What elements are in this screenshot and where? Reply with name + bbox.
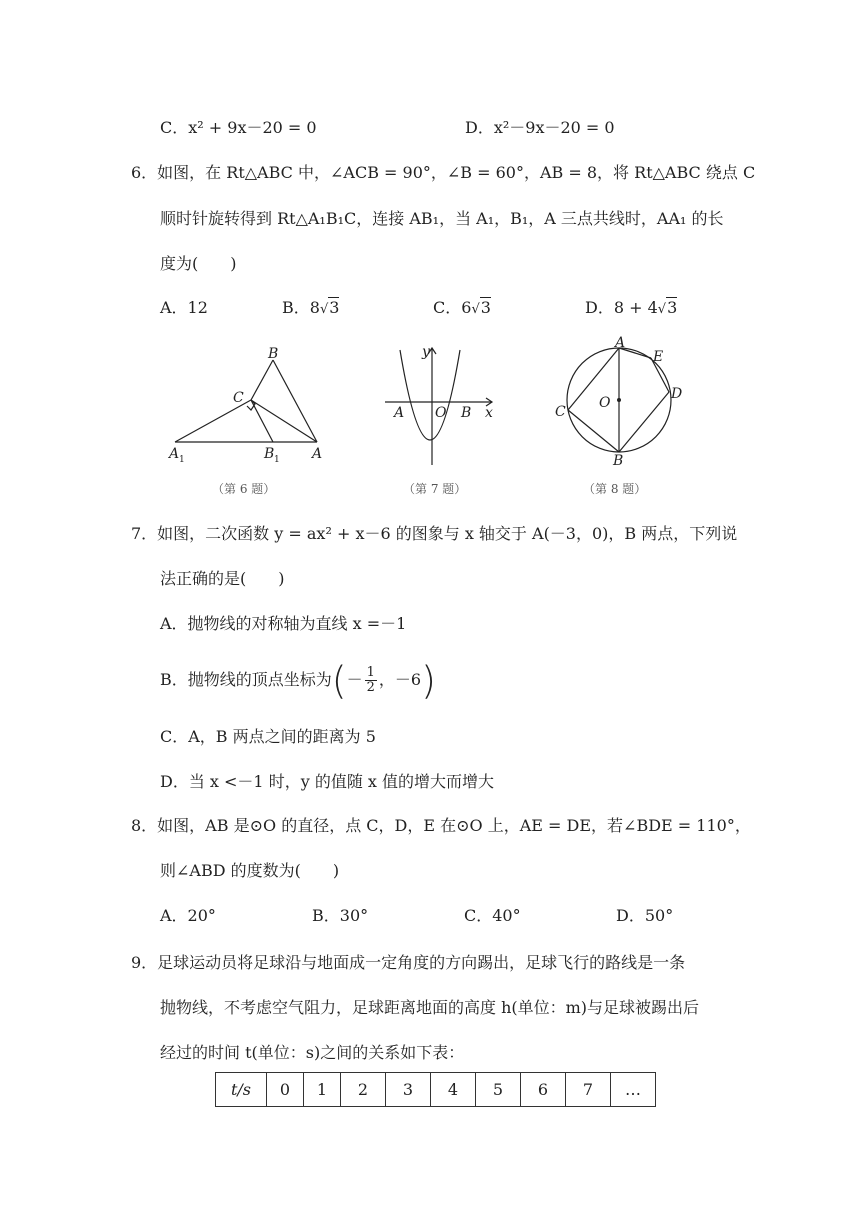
table-cell: 2 xyxy=(341,1073,386,1107)
q6-figure xyxy=(165,340,335,470)
fig6-label-b1: B xyxy=(264,446,275,462)
fig8-label-d: D xyxy=(671,386,683,402)
fig8-label-e: E xyxy=(653,349,664,365)
q6-option-d: D．8 + 4√3 xyxy=(585,298,678,317)
q7-stem-line2: 法正确的是( ) xyxy=(160,569,285,588)
q7-option-b: B．抛物线的顶点坐标为(－ $\frac{1}{2}$ ，－6) xyxy=(160,658,436,703)
q8-figure xyxy=(550,335,690,470)
q9-stem-line3: 经过的时间 t(单位：s)之间的关系如下表： xyxy=(160,1043,465,1062)
fig6-label-b1-sub: 1 xyxy=(274,455,280,465)
q9-stem-line2: 抛物线，不考虑空气阻力，足球距离地面的高度 h(单位：m)与足球被踢出后 xyxy=(160,998,700,1017)
fig8-label-a: A xyxy=(615,335,626,351)
table-cell: 7 xyxy=(566,1073,611,1107)
fig8-label-c: C xyxy=(555,404,566,420)
table-cell: 0 xyxy=(267,1073,304,1107)
q8-stem-line1: 8．如图，AB 是⊙O 的直径，点 C，D，E 在⊙O 上，AE = DE，若∠BDE = 110°， xyxy=(131,816,751,835)
q7-stem-line1: 7．如图，二次函数 y = ax² + x－6 的图象与 x 轴交于 A(－3，0)，B 两点，下列说 xyxy=(131,524,738,543)
fig7-label-o: O xyxy=(435,405,447,421)
table-cell: 1 xyxy=(304,1073,341,1107)
q8-option-a: A．20° xyxy=(160,906,216,925)
table-cell: 5 xyxy=(476,1073,521,1107)
q8-option-d: D．50° xyxy=(616,906,674,925)
q6-option-b: B．8√3 xyxy=(282,298,340,317)
fig7-label-x: x xyxy=(485,405,493,421)
q5-option-c: C．x² + 9x－20 = 0 xyxy=(160,118,317,137)
q7-option-d: D．当 x <－1 时，y 的值随 x 值的增大而增大 xyxy=(160,772,495,791)
q9-table xyxy=(215,1072,656,1107)
q6-option-c: C．6√3 xyxy=(433,298,491,317)
fig8-label-b: B xyxy=(613,453,624,469)
fig6-label-a: A xyxy=(312,446,323,462)
q6-stem-line1: 6．如图，在 Rt△ABC 中，∠ACB = 90°，∠B = 60°，AB = 8，将 Rt△ABC 绕点 C xyxy=(131,163,756,182)
fig7-label-a: A xyxy=(394,405,405,421)
table-row xyxy=(216,1073,656,1107)
fig6-label-c: C xyxy=(233,390,244,406)
table-cell: 4 xyxy=(431,1073,476,1107)
fig6-label-b: B xyxy=(268,346,279,362)
fig7-label-b: B xyxy=(461,405,472,421)
q6-option-a: A．12 xyxy=(160,298,208,317)
q7-figure-caption: （第 7 题） xyxy=(403,482,467,496)
q9-stem-line1: 9．足球运动员将足球沿与地面成一定角度的方向踢出，足球飞行的路线是一条 xyxy=(131,953,686,972)
q8-figure-caption: （第 8 题） xyxy=(583,482,647,496)
fig7-label-y: y xyxy=(422,344,430,360)
q8-option-b: B．30° xyxy=(312,906,369,925)
q8-option-c: C．40° xyxy=(464,906,521,925)
q6-figure-caption: （第 6 题） xyxy=(212,482,276,496)
q6-stem-line2: 顺时针旋转得到 Rt△A₁B₁C，连接 AB₁，当 A₁，B₁，A 三点共线时，AA₁ 的长 xyxy=(160,209,724,228)
fig8-label-o: O xyxy=(599,395,611,411)
fig6-label-a1: A xyxy=(169,446,180,462)
q7-option-c: C．A，B 两点之间的距离为 5 xyxy=(160,727,376,746)
table-cell: 6 xyxy=(521,1073,566,1107)
q7-option-a: A．抛物线的对称轴为直线 x =－1 xyxy=(160,614,407,633)
q6-stem-line3: 度为( ) xyxy=(160,254,237,273)
fig6-label-a1-sub: 1 xyxy=(179,455,185,465)
table-cell: … xyxy=(611,1073,656,1107)
q7-figure xyxy=(380,340,500,470)
q5-option-d: D．x²－9x－20 = 0 xyxy=(465,118,615,137)
q8-stem-line2: 则∠ABD 的度数为( ) xyxy=(160,861,340,880)
table-cell: 3 xyxy=(386,1073,431,1107)
table-header-cell: t/s xyxy=(216,1073,267,1107)
